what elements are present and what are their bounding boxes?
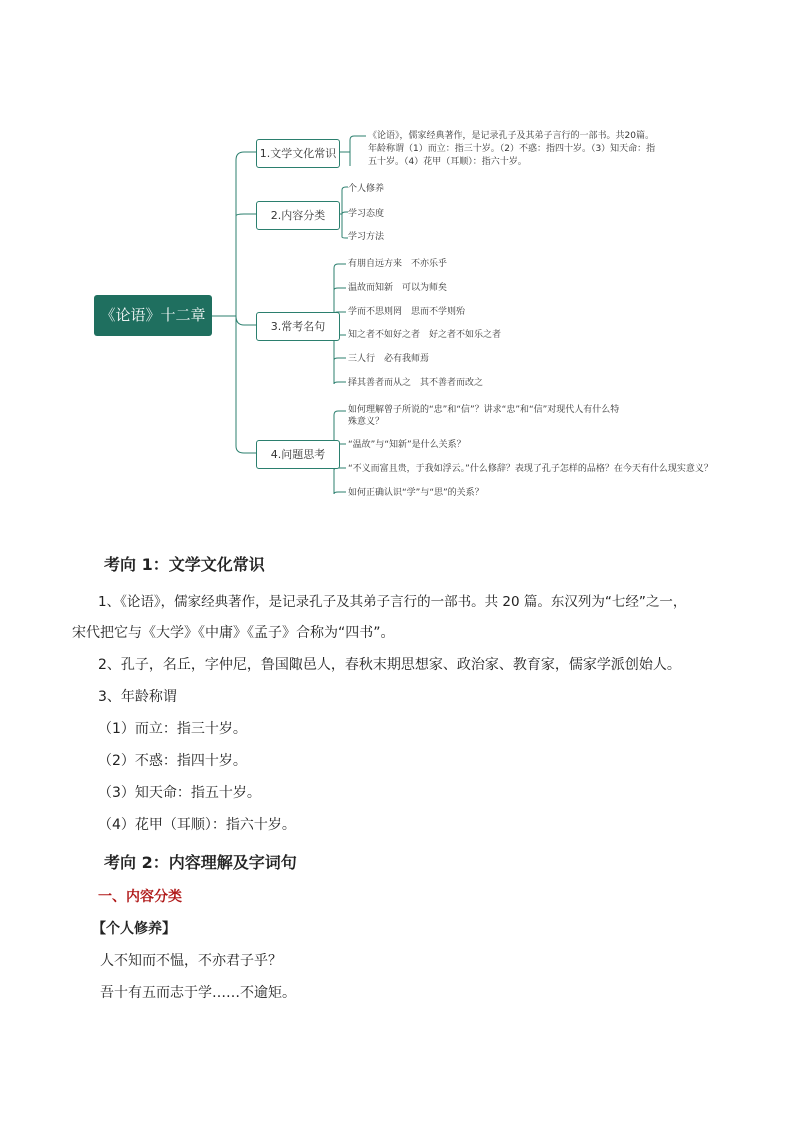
leaf-question-2: “温故”与“知新”是什么关系？ bbox=[348, 440, 466, 450]
leaf-literary-summary: 《论语》，儒家经典著作，是记录孔子及其弟子言行的一部书。共20篇。年龄称谓（1）而立：指三十岁。（2）不惑：指四十岁。（3）知天命：指五十岁。（4）花甲（耳顺）：指六十岁。 bbox=[368, 131, 656, 167]
branch-content-category: 2.内容分类 bbox=[256, 201, 340, 230]
section-1-paragraph-3: 3、年龄称谓 bbox=[98, 689, 177, 705]
section-2-heading: 考向 2：内容理解及字词句 bbox=[104, 853, 297, 872]
section-1-paragraph-2: 2、孔子，名丘，字仲尼，鲁国陬邑人，春秋末期思想家、政治家、教育家，儒家学派创始人。 bbox=[98, 657, 681, 673]
section-2-subheading: 一、内容分类 bbox=[98, 889, 182, 905]
leaf-quote-4: 知之者不如好之者 好之者不如乐之者 bbox=[348, 330, 502, 340]
leaf-quote-3: 学而不思则罔 思而不学则殆 bbox=[348, 307, 466, 317]
age-term-4: （4）花甲（耳顺）：指六十岁。 bbox=[98, 817, 296, 833]
branch-literary-knowledge: 1.文学文化常识 bbox=[256, 139, 340, 168]
quote-line-2: 吾十有五而志于学……不逾矩。 bbox=[100, 985, 296, 1001]
mind-map-root: 《论语》十二章 bbox=[94, 295, 212, 336]
leaf-quote-6: 择其善者而从之 其不善者而改之 bbox=[348, 378, 484, 388]
leaf-quote-1: 有朋自远方来 不亦乐乎 bbox=[348, 259, 448, 269]
mind-map bbox=[0, 0, 794, 530]
age-term-3: （3）知天命：指五十岁。 bbox=[98, 785, 261, 801]
section-1-paragraph-1-line-1: 1、《论语》，儒家经典著作，是记录孔子及其弟子言行的一部书。共 20 篇。东汉列为“七经”之一， bbox=[98, 594, 687, 610]
quote-line-1: 人不知而不愠，不亦君子乎？ bbox=[100, 953, 282, 969]
age-term-2: （2）不惑：指四十岁。 bbox=[98, 753, 247, 769]
leaf-question-4: 如何正确认识“学”与“思”的关系？ bbox=[348, 488, 484, 498]
leaf-quote-5: 三人行 必有我师焉 bbox=[348, 354, 430, 364]
category-tag: 【个人修养】 bbox=[92, 921, 176, 937]
section-1-heading: 考向 1：文学文化常识 bbox=[104, 555, 265, 574]
age-term-1: （1）而立：指三十岁。 bbox=[98, 721, 247, 737]
leaf-question-1: 如何理解曾子所说的“忠”和“信”？讲求“忠”和“信”对现代人有什么特殊意义？ bbox=[348, 405, 620, 427]
section-1-paragraph-1-line-2: 宋代把它与《大学》《中庸》《孟子》合称为“四书”。 bbox=[72, 625, 395, 641]
leaf-question-3: “不义而富且贵，于我如浮云。”什么修辞？表现了孔子怎样的品格？在今天有什么现实意义？ bbox=[348, 464, 713, 474]
leaf-personal-cultivation: 个人修养 bbox=[348, 184, 385, 194]
branch-questions: 4.问题思考 bbox=[256, 440, 340, 469]
leaf-quote-2: 温故而知新 可以为师矣 bbox=[348, 283, 448, 293]
branch-famous-quotes: 3.常考名句 bbox=[256, 312, 340, 341]
leaf-learning-method: 学习方法 bbox=[348, 232, 385, 242]
leaf-learning-attitude: 学习态度 bbox=[348, 209, 385, 219]
